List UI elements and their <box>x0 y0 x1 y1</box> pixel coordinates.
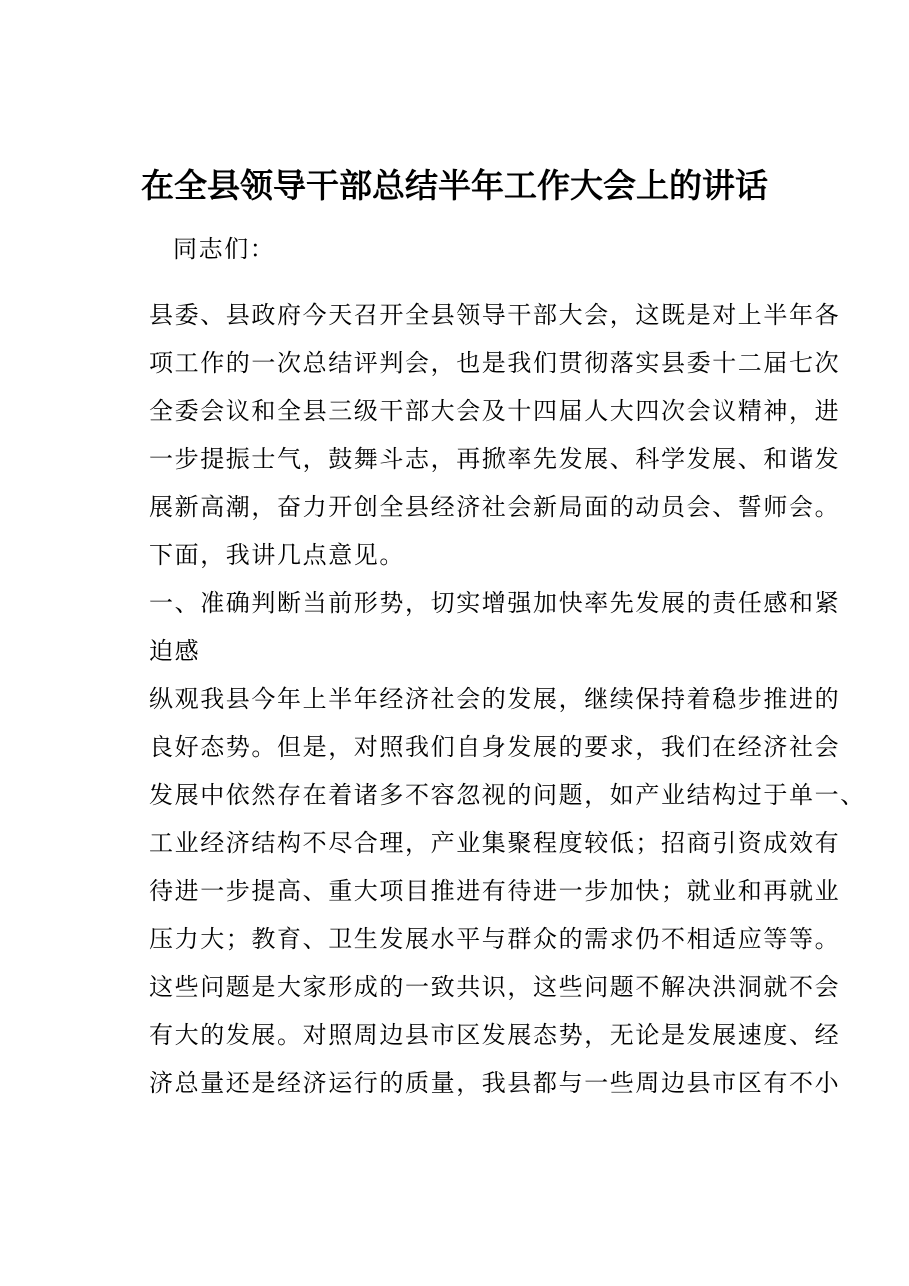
text-line: 发展中依然存在着诸多不容忽视的问题，如产业结构过于单一、 <box>149 781 866 809</box>
salutation: 同志们： <box>173 235 276 263</box>
text-line: 良好态势。但是，对照我们自身发展的要求，我们在经济社会 <box>149 733 841 761</box>
text-line: 工业经济结构不尽合理，产业集聚程度较低；招商引资成效有 <box>149 829 841 857</box>
text-line: 下面，我讲几点意见。 <box>149 541 405 569</box>
document-title: 在全县领导干部总结半年工作大会上的讲话 <box>141 166 768 205</box>
text-line: 项工作的一次总结评判会，也是我们贯彻落实县委十二届七次 <box>149 349 841 377</box>
text-line: 展新高潮，奋力开创全县经济社会新局面的动员会、誓师会。 <box>149 493 841 521</box>
section-heading: 迫感 <box>149 637 201 665</box>
document-body <box>149 291 866 1107</box>
text-line: 有大的发展。对照周边县市区发展态势，无论是发展速度、经 <box>149 1021 841 1049</box>
text-line: 济总量还是经济运行的质量，我县都与一些周边县市区有不小 <box>149 1069 841 1097</box>
text-line: 一步提振士气，鼓舞斗志，再掀率先发展、科学发展、和谐发 <box>149 445 841 473</box>
text-line: 县委、县政府今天召开全县领导干部大会，这既是对上半年各 <box>149 301 841 329</box>
section-heading: 一、准确判断当前形势，切实增强加快率先发展的责任感和紧 <box>149 589 841 617</box>
text-line: 全委会议和全县三级干部大会及十四届人大四次会议精神，进 <box>149 397 841 425</box>
text-line: 这些问题是大家形成的一致共识，这些问题不解决洪洞就不会 <box>149 973 841 1001</box>
text-line: 纵观我县今年上半年经济社会的发展，继续保持着稳步推进的 <box>149 685 841 713</box>
text-line: 待进一步提高、重大项目推进有待进一步加快；就业和再就业 <box>149 877 841 905</box>
text-line: 压力大；教育、卫生发展水平与群众的需求仍不相适应等等。 <box>149 925 841 953</box>
